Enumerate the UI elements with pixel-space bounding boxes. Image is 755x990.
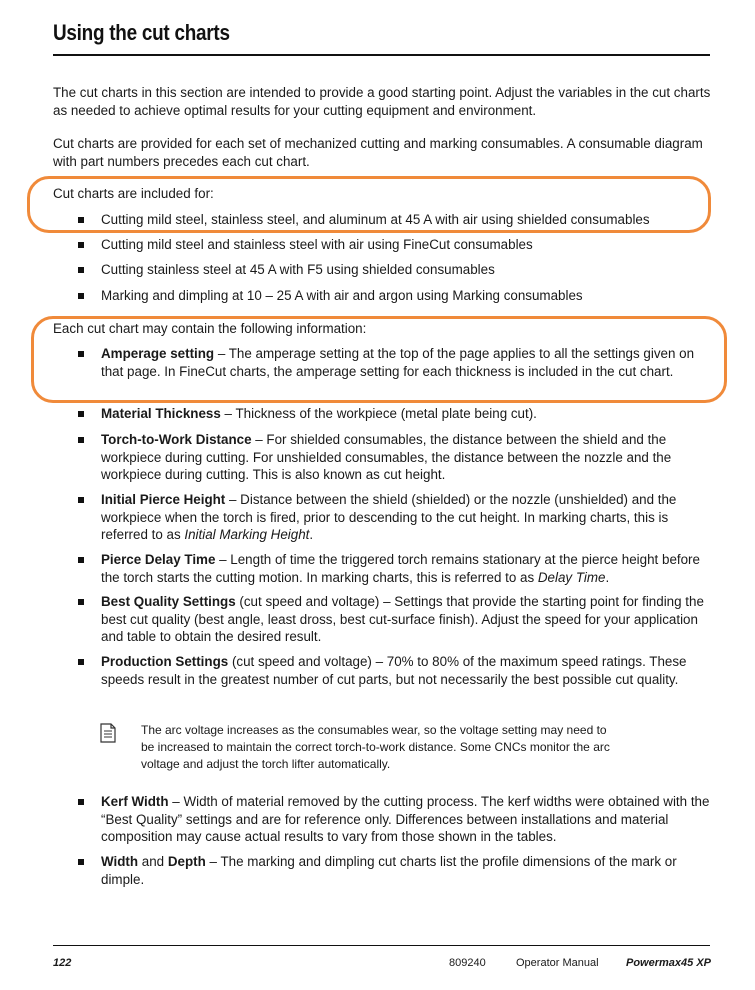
list-item: Production Settings (cut speed and voltage) – 70% to 80% of the maximum speed ratings. These speeds result in the greatest number of cut parts, but not necessarily the best possible cut quality. [53, 653, 713, 688]
list-item: Cutting mild steel, stainless steel, and aluminum at 45 A with air using shielded consumables [53, 211, 713, 229]
list-item: Cutting mild steel and stainless steel with air using FineCut consumables [53, 236, 713, 254]
note-text: The arc voltage increases as the consumables wear, so the voltage setting may need to be increased to maintain the correct torch-to-work distance. Some CNCs monitor the arc voltage and adjust the torch lifter automatically. [141, 723, 610, 771]
bullet-icon [78, 293, 84, 299]
list-item: Width and Depth – The marking and dimpling cut charts list the profile dimensions of the mark or dimple. [53, 853, 713, 888]
bullet-icon [78, 659, 84, 665]
manual-name: Operator Manual [516, 957, 599, 969]
bullet-icon [78, 411, 84, 417]
page-number: 122 [53, 957, 72, 969]
footer-rule [53, 945, 710, 946]
info-heading: Each cut chart may contain the following information: [53, 321, 367, 336]
page-title: Using the cut charts [53, 20, 230, 45]
list-item: Material Thickness – Thickness of the workpiece (metal plate being cut). [53, 405, 713, 423]
product-name: Powermax45 XP [626, 957, 711, 969]
highlight-oval-1 [27, 176, 711, 233]
list-item: Initial Pierce Height – Distance between the shield (shielded) or the nozzle (unshielded) and the workpiece when the torch is fired, prior to descending to the cut height. In marking charts, this is referred to as Initial Marking Height. [53, 491, 713, 544]
highlight-oval-2 [31, 316, 727, 403]
list-item: Marking and dimpling at 10 – 25 A with air and argon using Marking consumables [53, 287, 713, 305]
bullet-icon [78, 242, 84, 248]
list-item: Best Quality Settings (cut speed and voltage) – Settings that provide the starting point for finding the best cut quality (best angle, least dross, best cut-surface finish). Adjust the speed for your application and table to obtain the desired result. [53, 593, 713, 646]
bullet-icon [78, 599, 84, 605]
bullet-icon [78, 267, 84, 273]
title-rule [53, 54, 710, 56]
list-item: Amperage setting – The amperage setting at the top of the page applies to all the settings given on that page. In FineCut charts, the amperage setting for each thickness is included in the cut chart. [53, 345, 713, 380]
bullet-icon [78, 799, 84, 805]
list-item: Cutting stainless steel at 45 A with F5 using shielded consumables [53, 261, 713, 279]
bullet-icon [78, 497, 84, 503]
included-heading: Cut charts are included for: [53, 186, 214, 201]
bullet-icon [78, 557, 84, 563]
list-item: Pierce Delay Time – Length of time the triggered torch remains stationary at the pierce height before the torch starts the cutting motion. In marking charts, this is referred to as Delay Time. [53, 551, 713, 586]
document-number: 809240 [449, 957, 486, 969]
bullet-icon [78, 859, 84, 865]
list-item: Kerf Width – Width of material removed by the cutting process. The kerf widths were obtained with the “Best Quality” settings and are for reference only. Differences between installations and material composition may cause actual results to vary from those shown in the tables. [53, 793, 713, 846]
intro-paragraph-1: The cut charts in this section are intended to provide a good starting point. Adjust the variables in the cut charts as needed to achieve optimal results for your cutting equipment and environment. [53, 85, 711, 118]
intro-paragraph-2: Cut charts are provided for each set of mechanized cutting and marking consumables. A consumable diagram with part numbers precedes each cut chart. [53, 136, 703, 169]
list-item: Torch-to-Work Distance – For shielded consumables, the distance between the shield and the workpiece during cutting. For unshielded consumables, the distance between the nozzle and the workpiece during cutting. This is also known as cut height. [53, 431, 713, 484]
note-icon [100, 723, 116, 743]
bullet-icon [78, 437, 84, 443]
